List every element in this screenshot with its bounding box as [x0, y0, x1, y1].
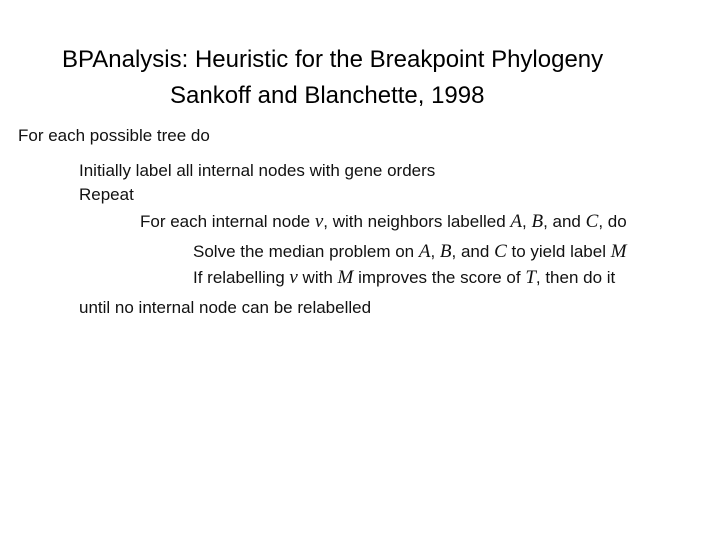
algorithm-line-repeat: Repeat [79, 185, 134, 204]
text-segment: improves the score of [353, 268, 526, 287]
text-segment: For each internal node [140, 212, 315, 231]
algorithm-line-for-each-node [140, 212, 627, 232]
math-variable-m: M [610, 241, 627, 262]
slide-title: BPAnalysis: Heuristic for the Breakpoint Phylogeny [62, 46, 604, 73]
algorithm-line-until: until no internal node can be relabelled [79, 298, 372, 317]
math-variable-b: B [439, 241, 452, 262]
math-variable-c: C [494, 241, 507, 262]
algorithm-line-for-each-tree: For each possible tree do [18, 126, 210, 145]
text-segment: , with neighbors labelled [323, 212, 511, 231]
slide-subtitle: Sankoff and Blanchette, 1998 [170, 82, 485, 109]
text-segment: If relabelling [193, 268, 290, 287]
math-variable-v: v [314, 211, 324, 232]
text-segment: with [297, 268, 338, 287]
text-segment: , and [451, 242, 495, 261]
algorithm-line-relabel [193, 268, 615, 288]
math-variable-m: M [337, 267, 354, 288]
math-variable-v: v [289, 267, 298, 288]
text-segment: , and [543, 212, 586, 231]
text-segment: Solve the median problem on [193, 242, 419, 261]
math-variable-a: A [510, 211, 523, 232]
algorithm-line-solve-median [193, 242, 627, 262]
math-variable-a: A [418, 241, 431, 262]
text-segment: , [430, 242, 440, 261]
text-segment: , do [598, 212, 627, 231]
text-segment: to yield label [506, 242, 611, 261]
math-variable-c: C [585, 211, 599, 232]
algorithm-line-initially: Initially label all internal nodes with gene orders [79, 161, 436, 180]
math-variable-b: B [531, 211, 544, 232]
text-segment: , then do it [535, 268, 616, 287]
text-segment: , [522, 212, 532, 231]
math-variable-t: T [525, 267, 536, 288]
